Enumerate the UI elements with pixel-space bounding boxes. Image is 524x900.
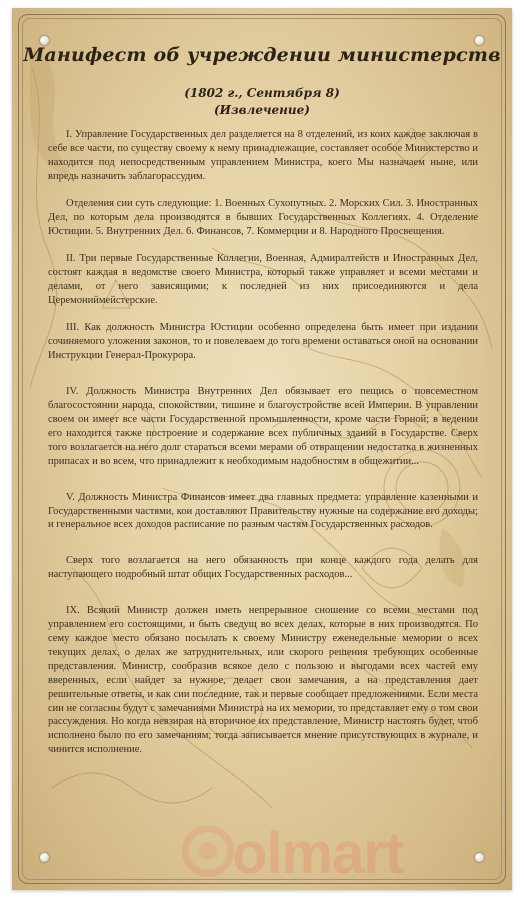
document-title: Манифест об учреждении министерств — [23, 44, 501, 66]
paragraph-article-4: IV. Должность Министра Внутренних Дел обязывает его пещись о повсеместном благосостоянии народа, спокойствии, тишине и благоустройстве всей Империи. В управлении своем он имеет все части Государственной промышленности, кроме части Горной; в ведении его находится также построение и содержание всех публичных зданий в Государстве. Сверх того возлагается на него долг стараться всеми мерами об отвращении недостатка в жизненных припасах и во всем, что принадлежит к необходимым надобностям в общежитии... — [48, 386, 478, 467]
paragraph-article-3: III. Как должность Министра Юстиции особенно определена быть имеет при издании сочиняемого уложения законов, то и повелеваем до того времени оставаться оной на основании Инструкции Генерал-Прокурора. — [48, 322, 478, 362]
corner-pin-bottom-left — [40, 853, 49, 862]
manifest-body — [48, 128, 478, 771]
watermark-text: olmart — [232, 821, 404, 886]
paragraph-departments-list: Отделения сии суть следующие: 1. Военных Сухопутных. 2. Морских Сил. 3. Иностранных Дел, по которым дела производятся в бывших Государственных Коллегиях. 4. Отделение Юстиции. 5. Внутренних Дел. 6. Финансов, 7. Коммерции и 8. Народного Просвещения. — [48, 198, 478, 237]
paragraph-article-5: V. Должность Министра Финансов имеет два главных предмета: управление казенными и Государственными частями, кои доставляют Правительству нужные на содержание его доходы; и генеральное всех доходов расписание по разным частям Государственных расходов. — [48, 491, 478, 531]
paragraph-article-1: I. Управление Государственных дел разделяется на 8 отделений, из коих каждое заключая в себе все части, по существу своему к нему принадлежащие, составляет особое Министерство и находится под непосредственным управлением Министра, коего Мы назначаем ныне, или впредь назначить заблагорассудим. — [48, 129, 478, 182]
corner-pin-bottom-right — [475, 853, 484, 862]
paragraph-article-9: IX. Всякий Министр должен иметь непрерывное сношение со всеми местами под управлением его состоящими, и быть сведущ во всех делах, которые в них производятся. По сему каждое место обязано посылать к своему Министру еженедельные мемории о всех текущих делах, о делах же затруднительных, или скорого решения требующих особенные представления. Министр, сообразив всякое дело с пользою и выгодами всех частей ему вверенных, если найдет за нужное, делает свои замечания, а на представления дает решительные ответы, и как сии последние, так и первые сообщает предложениями. Если места сии не согласны будут с замечаниями Министра на их мемории, то представляет ему о том свои рассуждения. Но когда невзирая на вторичное их представление, Министр настоять будет, чтоб исполнено было по его замечаниям; тогда записывается мнение присутствующих в журнале, и чинится исполнение. — [48, 605, 478, 756]
paragraph-article-2: II. Три первые Государственные Коллегии, Военная, Адмиралтейств и Иностранных Дел, состоят каждая в ведомстве своего Министра, который также управляет и всеми местами и делами, от него зависящими; к последней из них присоединяются и дела Церемониймейстерские. — [48, 253, 478, 307]
watermark-coin-icon — [182, 825, 234, 877]
document-excerpt-note: (Извлечение) — [214, 103, 310, 117]
watermark-logo — [182, 820, 403, 887]
paragraph-article-5-continued: Сверх того возлагается на него обязанность при конце каждого года делать для наступающего подробный штат общих Государственных расходов... — [48, 555, 478, 581]
document-date: (1802 г., Сентября 8) — [184, 86, 340, 100]
parchment-panel — [12, 8, 512, 890]
